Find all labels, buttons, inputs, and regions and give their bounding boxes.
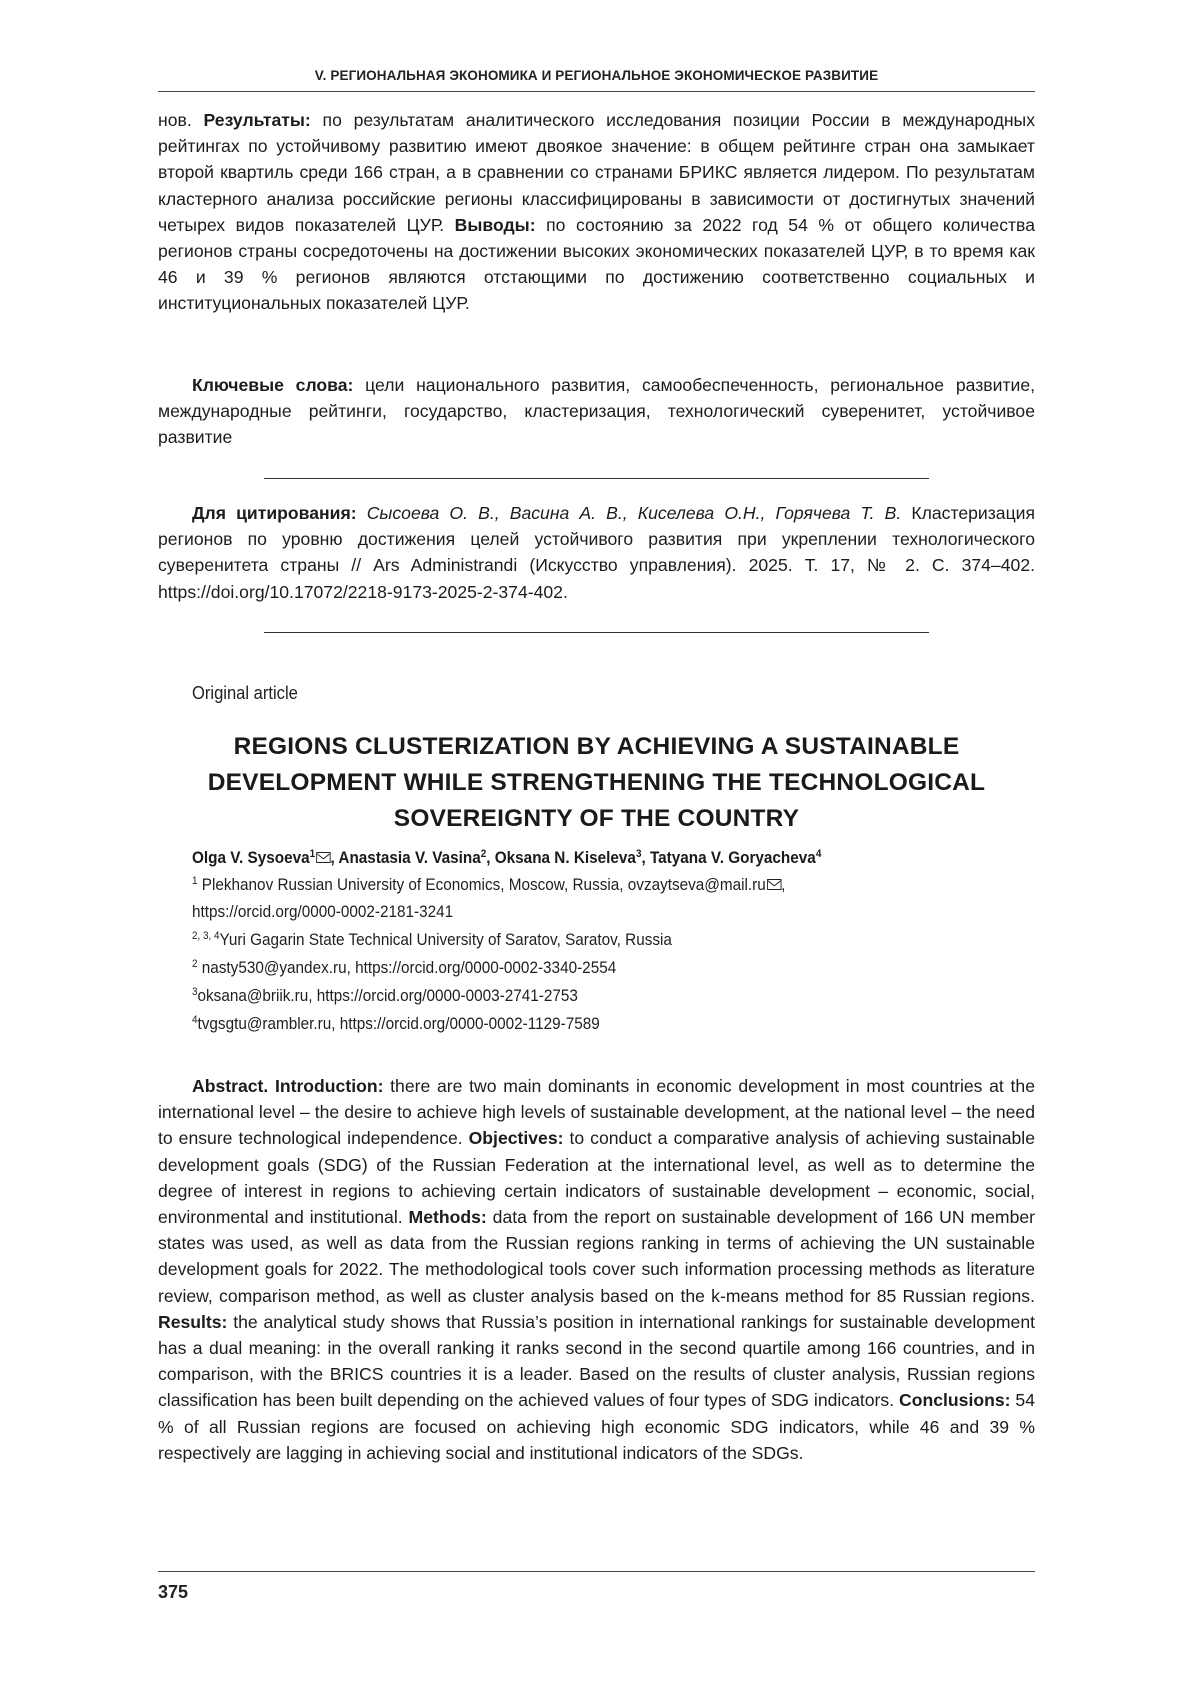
citation-label: Для цитирования: [192, 503, 357, 523]
page-number: 375 [158, 1582, 189, 1602]
results-label: Results: [158, 1311, 228, 1332]
running-head: V. РЕГИОНАЛЬНАЯ ЭКОНОМИКА И РЕГИОНАЛЬНОЕ ЭКОНОМИЧЕСКОЕ РАЗВИТИЕ [314, 68, 879, 83]
keywords-paragraph [158, 372, 1035, 451]
affiliation-sup: 1 [192, 875, 198, 887]
keywords-label: Ключевые слова: [192, 375, 354, 395]
affiliation-text: tvgsgtu@rambler.ru, https://orcid.org/0000-0002-1129-7589 [197, 1014, 600, 1033]
citation-text: Кластеризация регионов по уровню достижения целей устойчивого развития при укреплении технологического суверенитета страны // Ars Administrandi (Искусство управления). 2025. Т. 17, № 2. С. 374–402. https://doi.org/10.17072/2218-9173-2025-2-374-402. [158, 503, 1036, 602]
affiliation-5 [192, 1014, 600, 1034]
objectives-text: to conduct a comparative analysis of achieving sustainable development goals (SDG) of the Russian Federation at the international level, as well as to determine the degree of interest in regions to achieving certain indicators of sustainable development – economic, social, environmental and institutional. [158, 1128, 1035, 1228]
methods-text: data from the report on sustainable development of 166 UN member states was used, as well as data from the Russian regions ranking in terms of achieving the UN sustainable development goals for 2022. The methodological tools cover such information processing methods as literature review, comparison method, as well as cluster analysis based on the k-means method for 85 Russian regions. [158, 1207, 1035, 1306]
intro-text: there are two main dominants in economic development in most countries at the international level – the desire to achieve high levels of sustainable development, at the national level – the need to ensure technological independence. [158, 1076, 1035, 1149]
affiliation-1 [192, 875, 785, 895]
affiliation-sup: 2, 3, 4 [192, 930, 220, 942]
affiliation-text: Plekhanov Russian University of Economics, Moscow, Russia, ovzaytseva@mail.ru [197, 875, 766, 894]
author-sup: 1 [309, 848, 316, 860]
russian-abstract-continuation [158, 107, 1035, 317]
affiliation-tail: , [781, 875, 786, 894]
affiliation-1-orcid[interactable]: https://orcid.org/0000-0002-2181-3241 [192, 902, 454, 921]
envelope-icon [316, 852, 330, 863]
author-sup: 2 [480, 848, 487, 860]
ru-results-label: Результаты: [203, 110, 311, 130]
ru-conclusions-text: по состоянию за 2022 год 54 % от общего количества регионов страны сосредоточены на достижении высоких экономических показателей ЦУР, в то время как 46 и 39 % регионов являются отстающими по достижению соответственно социальных и институциональных показателей ЦУР. [158, 214, 1035, 314]
author-name: , Anastasia V. Vasina [330, 848, 481, 867]
header-rule [158, 91, 1035, 92]
envelope-icon [767, 879, 781, 890]
objectives-label: Objectives: [468, 1128, 564, 1149]
abstract-label: Abstract. Introduction: [192, 1076, 384, 1096]
affiliation-text: Yuri Gagarin State Technical University of Saratov, Saratov, Russia [219, 930, 672, 949]
english-abstract [158, 1073, 1035, 1466]
affiliation-sup: 3 [192, 986, 198, 998]
affiliation-text: oksana@briik.ru, https://orcid.org/0000-0003-2741-2753 [197, 986, 578, 1005]
affiliation-sup: 2 [192, 958, 198, 970]
affiliation-2 [192, 930, 672, 950]
author-sup: 4 [815, 848, 822, 860]
ru-conclusions-label: Выводы: [454, 214, 536, 235]
methods-label: Methods: [408, 1207, 487, 1228]
affiliation-3 [192, 958, 616, 978]
keywords-text: цели национального развития, самообеспеченность, региональное развитие, международные рейтинги, государство, кластеризация, технологический суверенитет, устойчивое развитие [158, 375, 1035, 448]
affiliation-text: nasty530@yandex.ru, https://orcid.org/0000-0002-3340-2554 [197, 958, 617, 977]
author-list [192, 848, 821, 868]
author-name: , Oksana N. Kiseleva [486, 848, 636, 867]
affiliation-4 [192, 986, 578, 1006]
article-type: Original article [192, 683, 298, 703]
results-text: the analytical study shows that Russia’s position in international rankings for sustainable development has a dual meaning: in the overall ranking it ranks second in the second quartile among 166 countries, and in comparison, with the BRICS countries it is a leader. Based on the results of cluster analysis, Russian regions classification has been built depending on the achieved values of four types of SDG indicators. [158, 1311, 1035, 1411]
author-sup: 3 [635, 848, 642, 860]
article-title: REGIONS CLUSTERIZATION BY ACHIEVING A SUSTAINABLE DEVELOPMENT WHILE STRENGTHENING THE TECHNOLOGICAL SOVEREIGNTY OF THE COUNTRY [207, 733, 986, 832]
conclusions-label: Conclusions: [899, 1390, 1011, 1411]
citation-paragraph [158, 500, 1035, 605]
affiliation-sup: 4 [192, 1014, 198, 1026]
author-name: , Tatyana V. Goryacheva [641, 848, 816, 867]
citation-bottom-rule [264, 632, 929, 633]
author-name: Olga V. Sysoeva [192, 848, 310, 867]
citation-top-rule [264, 478, 929, 479]
ru-results-text: по результатам аналитического исследования позиции России в международных рейтингах по устойчивому развитию имеют двоякое значение: в общем рейтинге стран она замыкает второй квартиль среди 166 стран, а в сравнении со странами БРИКС является лидером. По результатам кластерного анализа российские регионы классифицированы в зависимости от достигнутых значений четырех видов показателей ЦУР. [158, 110, 1036, 235]
ru-lead: нов. [158, 110, 204, 130]
citation-authors: Сысоева О. В., Васина А. В., Киселева О.Н., Горячева Т. В. [356, 503, 902, 523]
footer-rule [158, 1571, 1035, 1572]
conclusions-text: 54 % of all Russian regions are focused on achieving high economic SDG indicators, while 46 and 39 % respectively are lagging in achieving social and institutional indicators of the SDGs. [158, 1390, 1035, 1463]
